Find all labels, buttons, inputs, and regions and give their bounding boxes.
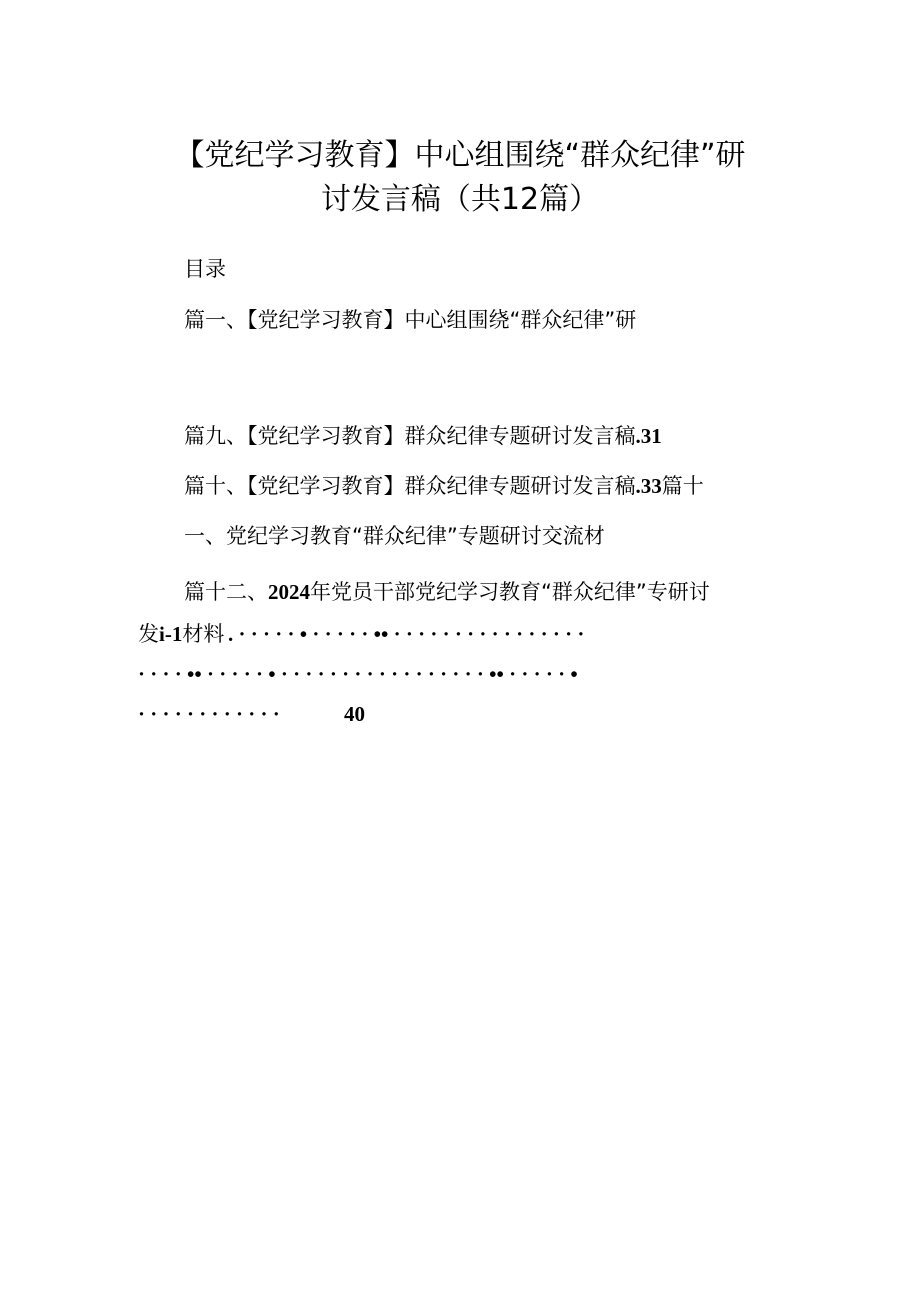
document-title-line-2: 讨发言稿（共12篇） bbox=[320, 182, 600, 217]
toc-item-1[interactable]: 篇一、【党纪学习教育】中心组围绕“群众纪律”研 bbox=[184, 308, 637, 332]
toc-leader-dots-row-1: . · · · · · • · · · · · •• · · · · · · · · · · · · · · · · bbox=[228, 622, 585, 646]
toc-item-11-start: 篇十 bbox=[661, 474, 704, 498]
toc-item-12-year: 2024 bbox=[268, 580, 310, 604]
toc-leader-dots-row-3: · · · · · · · · · · · · bbox=[138, 702, 280, 726]
toc-item-12-text: 年党员干部党纪学习教育“群众纪律”专研讨 bbox=[310, 580, 710, 604]
toc-item-12-cont-a: 发 bbox=[138, 622, 159, 646]
toc-item-12[interactable] bbox=[184, 578, 710, 606]
toc-item-11[interactable]: 一、党纪学习教育“群众纪律”专题研讨交流材 bbox=[184, 524, 605, 548]
toc-item-12-continued bbox=[138, 620, 224, 648]
toc-heading: 目录 bbox=[184, 257, 226, 281]
toc-item-9-page: .31 bbox=[635, 424, 662, 448]
toc-item-9-text: 篇九、【党纪学习教育】群众纪律专题研讨发言稿 bbox=[184, 424, 636, 448]
toc-item-12-cont-b: i-1 bbox=[159, 622, 183, 646]
document-title-line-1: 【党纪学习教育】中心组围绕“群众纪律”研 bbox=[174, 138, 746, 173]
toc-item-10-text: 篇十、【党纪学习教育】群众纪律专题研讨发言稿 bbox=[184, 474, 636, 498]
toc-item-10[interactable] bbox=[184, 472, 704, 500]
toc-item-12-page: 40 bbox=[344, 702, 365, 726]
toc-item-9[interactable] bbox=[184, 422, 662, 450]
toc-item-10-page: .33 bbox=[635, 474, 662, 498]
toc-item-12-prefix: 篇十二、 bbox=[184, 580, 268, 604]
toc-item-12-cont-c: 材料 bbox=[182, 622, 225, 646]
toc-leader-dots-row-2: · · · · •• · · · · · • · · · · · · · · · · · · · · · · · •• · · · · · • bbox=[138, 662, 578, 686]
